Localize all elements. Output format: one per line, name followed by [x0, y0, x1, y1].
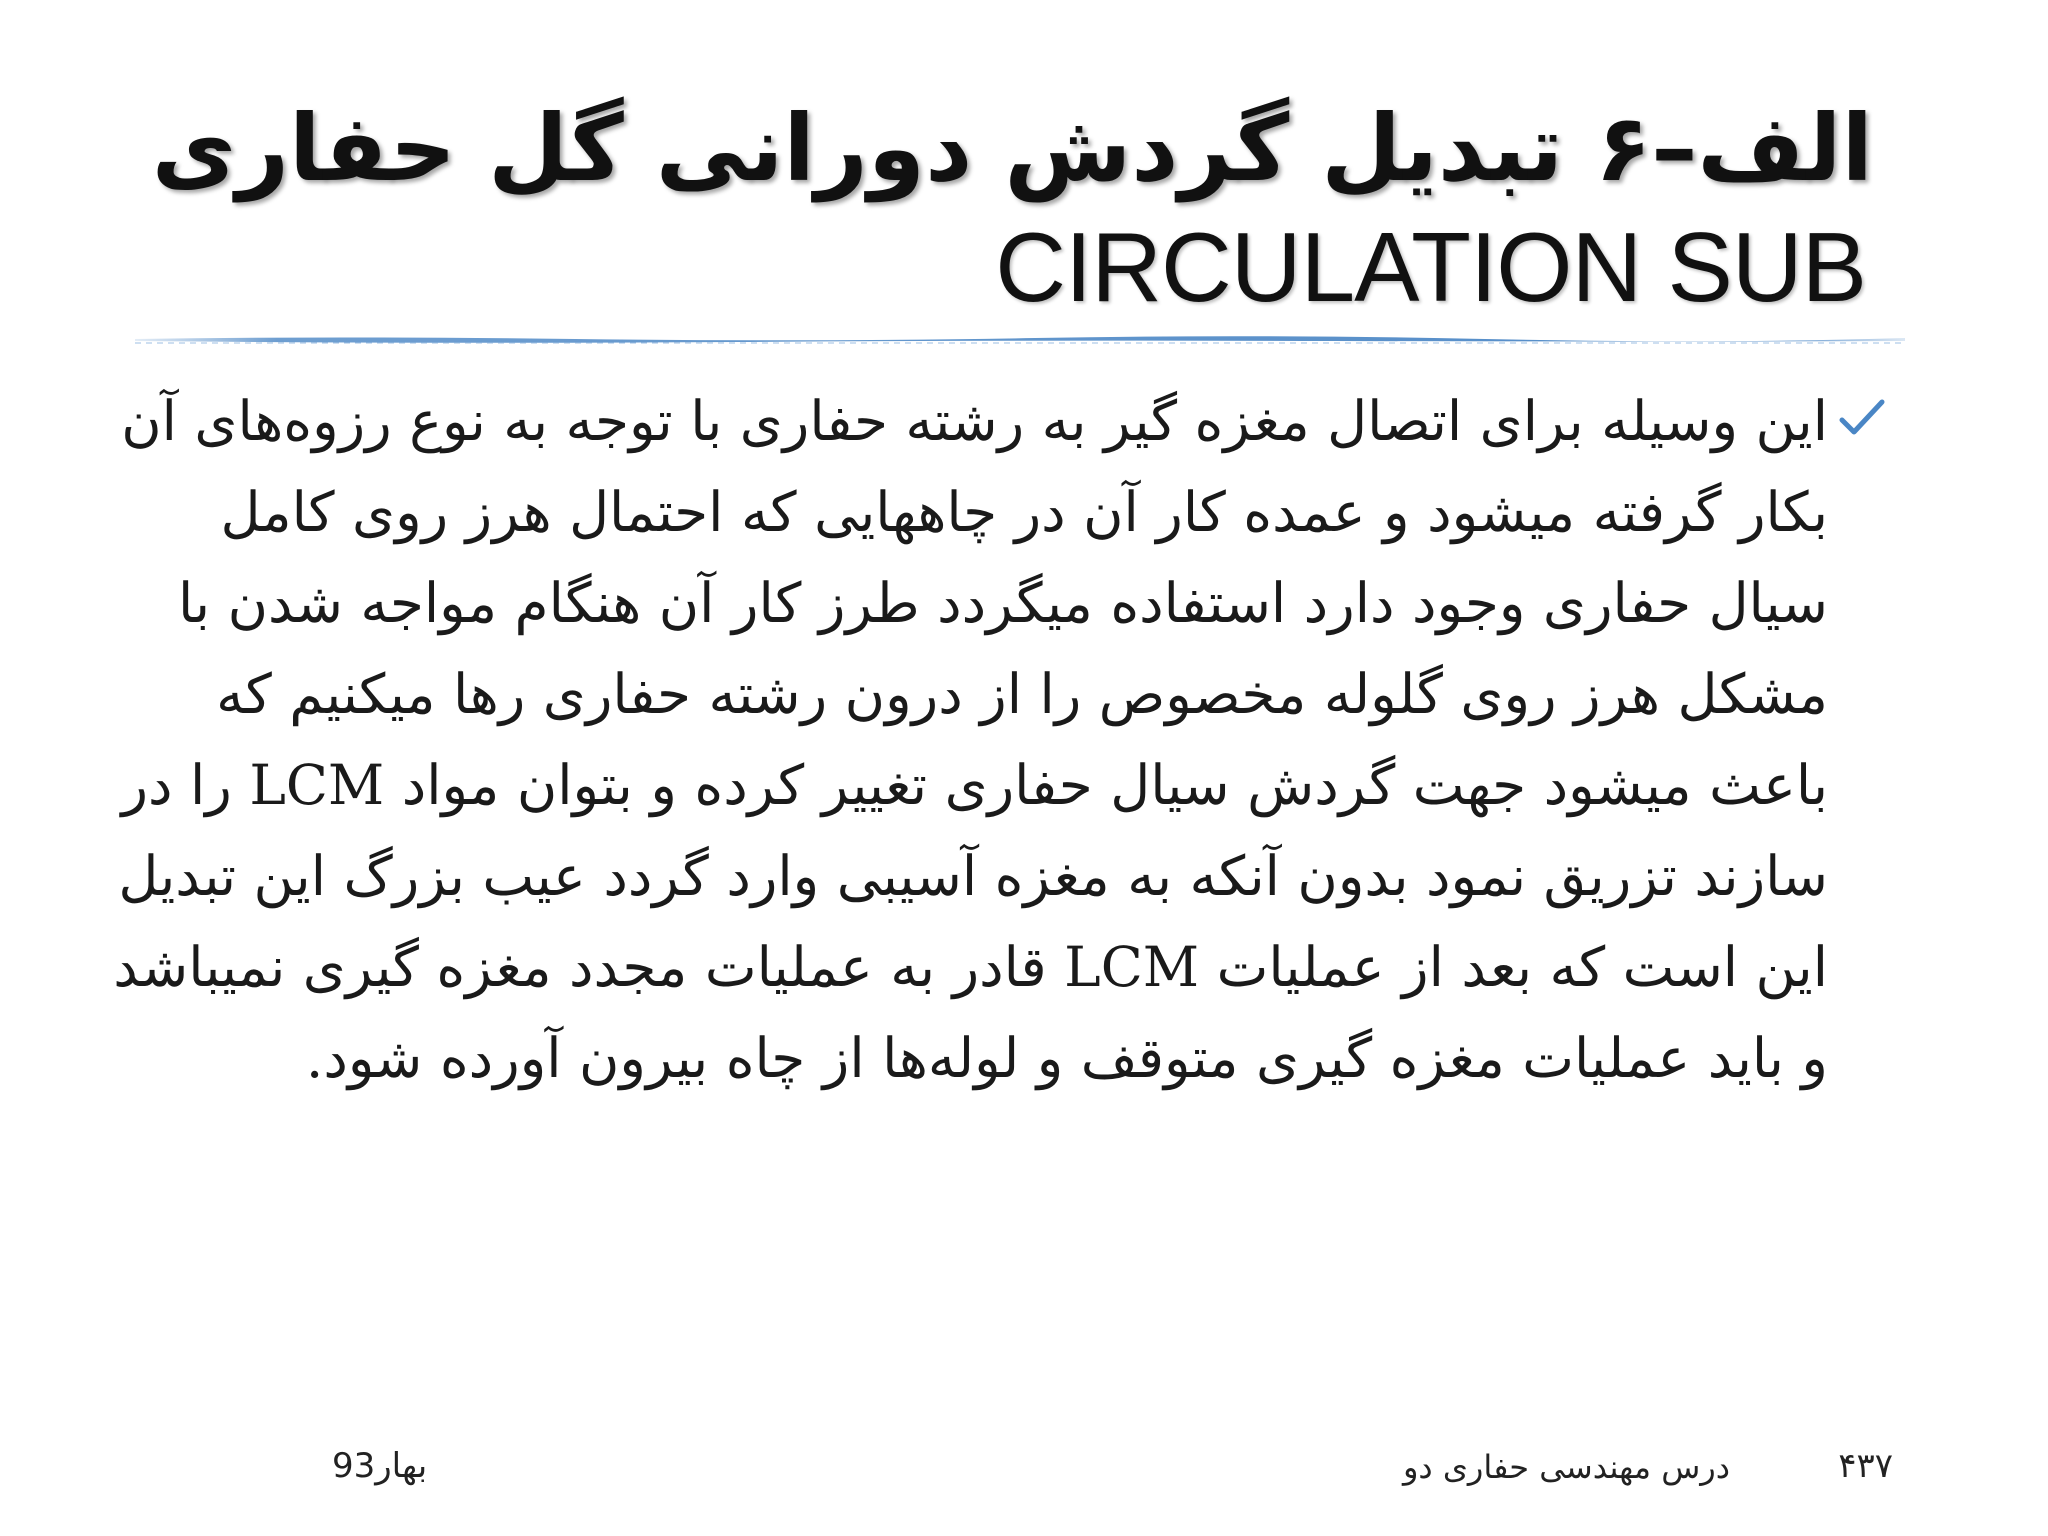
checkmark-icon	[1838, 398, 1886, 438]
page-number: ۴۳۷	[1838, 1446, 1893, 1486]
body-paragraph: این وسیله برای اتصال مغزه گیر به رشته حفاری با توجه به نوع رزوه‌های آن بکار گرفته میشود و عمده کار آن در چاههایی که احتمال هرز روی کامل سیال حفاری وجود دارد استفاده میگردد طرز کار آن هنگام مواجه شدن با مشکل هرز روی گلوله مخصوص را از درون رشته حفاری رها میکنیم که باعث میشود جهت گردش سیال حفاری تغییر کرده و بتوان مواد LCM را در سازند تزریق نمود بدون آنکه به مغزه آسیبی وارد گردد عیب بزرگ این تبدیل این است که بعد از عملیات LCM قادر به عملیات مجدد مغزه گیری نمیباشد و باید عملیات مغزه گیری متوقف و لوله‌ها از چاه بیرون آورده شود.	[113, 389, 1828, 1090]
slide-subtitle: CIRCULATION SUB	[995, 212, 1866, 322]
course-name: درس مهندسی حفاری دو	[1402, 1448, 1730, 1486]
body-block	[112, 376, 1882, 1104]
term-label: بهار93	[332, 1446, 428, 1486]
slide-title: الف–۶ تبدیل گردش دورانی گل حفاری	[151, 95, 1873, 202]
title-divider	[135, 333, 1905, 345]
